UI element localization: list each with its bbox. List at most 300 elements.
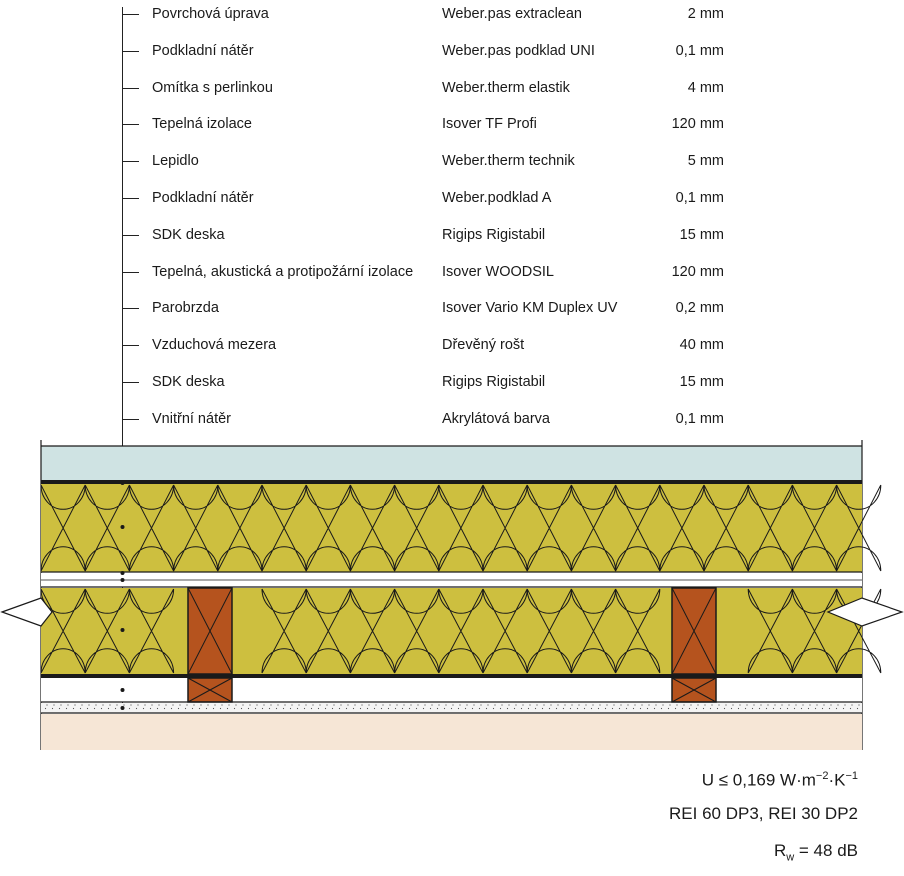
layer-product: Isover WOODSIL [442,263,554,280]
stipple-dot [585,704,586,705]
stipple-dot [297,708,298,709]
wall-section-drawing [0,440,904,752]
stipple-dot [262,708,263,709]
stipple-dot [486,708,487,709]
timber-batten-left [188,678,232,702]
stipple-dot [563,708,564,709]
stipple-dot [255,708,256,709]
stipple-dot [276,708,277,709]
layer-name: Tepelná, akustická a protipožární izolace [152,263,414,280]
stipple-dot [46,704,47,705]
stipple-dot [213,708,214,709]
stipple-dot [353,708,354,709]
stipple-dot [192,708,193,709]
stipple-dot [648,704,649,705]
stipple-dot [696,708,697,709]
stipple-dot [480,704,481,705]
stipple-dot [493,708,494,709]
stipple-dot [136,708,137,709]
stipple-dot [501,704,502,705]
stipple-dot [717,708,718,709]
layer-row [0,41,904,61]
fire-rating: REI 60 DP3, REI 30 DP2 [669,804,858,823]
stipple-dot [514,708,515,709]
stipple-dot [368,704,369,705]
stipple-dot [591,708,592,709]
stipple-dot [326,704,327,705]
layer-product: Dřevěný rošt [442,337,525,354]
stipple-dot [739,704,740,705]
stipple-dot [312,704,313,705]
stipple-dot [249,704,250,705]
stipple-dot [115,708,116,709]
layer-product: Akrylátová barva [442,410,550,427]
stipple-dot [409,708,410,709]
stipple-dot [536,704,537,705]
stipple-dot [837,704,838,705]
stipple-dot [221,704,222,705]
stipple-dot [662,704,663,705]
layer-name: Omítka s perlinkou [152,79,273,96]
stipple-dot [605,708,606,709]
stipple-dot [732,704,733,705]
stipple-dot [417,704,418,705]
stipple-dot [535,708,536,709]
stipple-dot [627,704,628,705]
stipple-dot [157,708,158,709]
stipple-dot [780,708,781,709]
stipple-dot [284,704,285,705]
stipple-dot [508,704,509,705]
stipple-dot [752,708,753,709]
stipple-dot [494,704,495,705]
layer-row [0,151,904,171]
stipple-dot [270,704,271,705]
stipple-dot [325,708,326,709]
layer-thickness: 4 mm [687,79,724,96]
stipple-dot [697,704,698,705]
layer-row [0,114,904,134]
stipple-dot [655,704,656,705]
stipple-dot [116,704,117,705]
layer-product: Weber.pas extraclean [442,6,582,22]
stipple-dot [305,704,306,705]
stipple-dot [465,708,466,709]
stipple-dot [829,708,830,709]
leader-tick [122,88,139,89]
stipple-dot [340,704,341,705]
stipple-dot [80,708,81,709]
stipple-dot [725,704,726,705]
layer-name: Tepelná izolace [152,116,252,133]
layer-product: Weber.therm elastik [442,79,570,96]
exterior-render-layer [41,446,862,482]
stipple-dot [234,708,235,709]
timber-stud-right [672,588,716,674]
stipple-dot [788,704,789,705]
leader-tick [122,308,139,309]
stipple-dot [227,708,228,709]
stipple-dot [374,708,375,709]
stipple-dot [822,708,823,709]
stipple-dot [444,708,445,709]
layer-name: Podkladní nátěr [152,190,254,206]
interior-space [41,714,862,750]
stipple-dot [165,704,166,705]
stipple-dot [459,704,460,705]
layer-name: Lepidlo [152,153,199,170]
stipple-dot [151,704,152,705]
layer-row [0,4,904,24]
stipple-dot [199,708,200,709]
air-gap-layer [41,678,862,702]
layer-name: Vnitřní nátěr [152,410,231,427]
stipple-dot [766,708,767,709]
stipple-dot [67,704,68,705]
stipple-dot [164,708,165,709]
stipple-dot [158,704,159,705]
layer-thickness: 2 mm [687,6,724,22]
stipple-dot [206,708,207,709]
layer-product: Rigips Rigistabil [442,374,546,390]
stipple-dot [102,704,103,705]
stipple-dot [298,704,299,705]
stipple-dot [375,704,376,705]
stipple-dot [129,708,130,709]
stipple-dot [304,708,305,709]
layer-product: Weber.pas podklad UNI [442,42,595,59]
stipple-dot [346,708,347,709]
stipple-dot [389,704,390,705]
stipple-dot [269,708,270,709]
break-symbol-left [2,598,52,626]
stipple-dot [354,704,355,705]
properties-block [669,758,858,869]
stipple-dot [95,704,96,705]
stipple-dot [479,708,480,709]
layer-thickness: 120 mm [671,263,724,280]
leader-tick [122,272,139,273]
stipple-dot [438,704,439,705]
stipple-dot [144,704,145,705]
leader-tick [122,235,139,236]
stipple-dot [60,704,61,705]
stipple-dot [52,708,53,709]
stipple-dot [430,708,431,709]
woodsil-insulation-layer [41,588,862,674]
stipple-dot [612,708,613,709]
stipple-dot [403,704,404,705]
stipple-dot [339,708,340,709]
layer-thickness: 0,2 mm [675,300,724,317]
leader-tick [122,51,139,52]
stipple-dot [711,704,712,705]
stipple-dot [556,708,557,709]
stipple-dot [277,704,278,705]
stipple-dot [836,708,837,709]
stipple-dot [137,704,138,705]
leader-tick [122,345,139,346]
stipple-dot [311,708,312,709]
stipple-dot [318,708,319,709]
stipple-dot [424,704,425,705]
stipple-dot [774,704,775,705]
stipple-dot [542,708,543,709]
stipple-dot [367,708,368,709]
stipple-dot [731,708,732,709]
stipple-dot [550,704,551,705]
stipple-dot [724,708,725,709]
stipple-dot [214,704,215,705]
leader-tick [122,382,139,383]
stipple-dot [171,708,172,709]
leader-tick [122,198,139,199]
stipple-dot [256,704,257,705]
stipple-dot [220,708,221,709]
stipple-dot [578,704,579,705]
stipple-dot [74,704,75,705]
stipple-dot [668,708,669,709]
layer-thickness: 15 mm [679,226,724,243]
stipple-dot [669,704,670,705]
stipple-dot [710,708,711,709]
stipple-dot [850,708,851,709]
stipple-dot [290,708,291,709]
stipple-dot [45,708,46,709]
stipple-dot [402,708,403,709]
stipple-dot [332,708,333,709]
stipple-dot [248,708,249,709]
stipple-dot [437,708,438,709]
stipple-dot [620,704,621,705]
stipple-dot [423,708,424,709]
stipple-dot [641,704,642,705]
stipple-dot [808,708,809,709]
stipple-dot [108,708,109,709]
stipple-dot [347,704,348,705]
stipple-dot [361,704,362,705]
stipple-dot [571,704,572,705]
stipple-dot [599,704,600,705]
stipple-dot [682,708,683,709]
stipple-dot [690,704,691,705]
stipple-dot [101,708,102,709]
stipple-dot [857,708,858,709]
stipple-dot [94,708,95,709]
stipple-dot [186,704,187,705]
stipple-dot [577,708,578,709]
thermal-insulation-layer [41,484,862,572]
leader-tick [122,419,139,420]
stipple-dot [487,704,488,705]
stipple-dot [598,708,599,709]
stipple-dot [844,704,845,705]
stipple-dot [507,708,508,709]
stipple-dot [473,704,474,705]
stipple-dot [395,708,396,709]
layer-name: Vzduchová mezera [152,337,277,354]
stipple-dot [746,704,747,705]
stipple-dot [396,704,397,705]
stipple-dot [388,708,389,709]
stipple-dot [683,704,684,705]
stipple-dot [584,708,585,709]
stipple-dot [619,708,620,709]
stipple-dot [753,704,754,705]
stipple-dot [773,708,774,709]
stipple-dot [704,704,705,705]
stipple-dot [767,704,768,705]
stipple-dot [564,704,565,705]
stipple-dot [515,704,516,705]
stipple-dot [333,704,334,705]
stipple-dot [451,708,452,709]
stipple-dot [466,704,467,705]
stipple-dot [59,708,60,709]
stipple-dot [858,704,859,705]
stipple-dot [241,708,242,709]
stipple-dot [291,704,292,705]
layer-thickness: 15 mm [679,374,724,390]
stipple-dot [431,704,432,705]
stipple-dot [640,708,641,709]
stipple-dot [647,708,648,709]
stipple-dot [718,704,719,705]
layer-thickness: 40 mm [679,337,724,354]
stipple-dot [381,708,382,709]
stipple-dot [130,704,131,705]
stipple-dot [109,704,110,705]
stipple-dot [613,704,614,705]
stipple-dot [472,708,473,709]
leader-tick [122,124,139,125]
stipple-dot [410,704,411,705]
stipple-dot [830,704,831,705]
layer-thickness: 120 mm [671,116,724,133]
stipple-dot [143,708,144,709]
stipple-dot [781,704,782,705]
layer-row [0,335,904,355]
layer-name: Podkladní nátěr [152,42,254,59]
stipple-dot [445,704,446,705]
stipple-dot [703,708,704,709]
layer-row [0,409,904,429]
layer-thickness: 5 mm [687,153,724,170]
layer-row [0,225,904,245]
stipple-dot [235,704,236,705]
stipple-dot [795,704,796,705]
layer-name: Povrchová úprava [152,6,269,22]
stipple-dot [458,708,459,709]
u-value: U ≤ 0,169 $W\cdot m^{-2}\cdot K^{-1}$ [701,770,858,790]
stipple-dot [787,708,788,709]
stipple-dot [661,708,662,709]
stipple-dot [452,704,453,705]
layer-product: Weber.therm technik [442,153,575,170]
stipple-dot [626,708,627,709]
sound-insulation: $R_w = 48$ dB [773,841,858,864]
leader-tick [122,161,139,162]
stipple-dot [802,704,803,705]
layer-product: Isover TF Profi [442,116,537,133]
stipple-dot [759,708,760,709]
stipple-dot [360,708,361,709]
stipple-dot [823,704,824,705]
stipple-dot [416,708,417,709]
stipple-dot [529,704,530,705]
layer-thickness: 0,1 mm [675,42,724,59]
stipple-dot [815,708,816,709]
stipple-dot [500,708,501,709]
stipple-dot [528,708,529,709]
stipple-dot [200,704,201,705]
stipple-dot [634,704,635,705]
layer-row [0,262,904,282]
stipple-dot [689,708,690,709]
stipple-dot [179,704,180,705]
vapour-brake-layer [41,674,862,678]
stipple-dot [66,708,67,709]
stipple-dot [843,708,844,709]
layer-name: SDK deska [152,226,225,243]
stipple-dot [283,708,284,709]
stipple-dot [87,708,88,709]
stipple-dot [592,704,593,705]
stipple-dot [207,704,208,705]
stipple-dot [150,708,151,709]
layer-name: Parobrzda [152,300,219,317]
layer-row [0,298,904,318]
stipple-dot [319,704,320,705]
layer-product: Isover Vario KM Duplex UV [442,300,618,317]
stipple-dot [654,708,655,709]
layer-thickness: 0,1 mm [675,410,724,427]
stipple-dot [606,704,607,705]
stipple-dot [676,704,677,705]
timber-stud-left [188,588,232,674]
stipple-dot [228,704,229,705]
stipple-dot [521,708,522,709]
timber-batten-right [672,678,716,702]
stipple-dot [760,704,761,705]
stipple-dot [81,704,82,705]
stipple-dot [242,704,243,705]
stipple-dot [549,708,550,709]
stipple-dot [88,704,89,705]
layer-row [0,188,904,208]
stipple-dot [172,704,173,705]
stipple-dot [543,704,544,705]
stipple-dot [73,708,74,709]
stipple-dot [738,708,739,709]
layer-row [0,372,904,392]
stipple-dot [53,704,54,705]
stipple-dot [675,708,676,709]
stipple-dot [794,708,795,709]
layer-product: Rigips Rigistabil [442,226,546,243]
stipple-dot [633,708,634,709]
stipple-dot [801,708,802,709]
stipple-dot [185,708,186,709]
stipple-dot [557,704,558,705]
stipple-dot [816,704,817,705]
layer-name: SDK deska [152,374,225,390]
layer-thickness: 0,1 mm [675,190,724,206]
layer-product: Weber.podklad A [442,190,552,206]
stipple-dot [123,704,124,705]
stipple-dot [851,704,852,705]
stipple-dot [382,704,383,705]
